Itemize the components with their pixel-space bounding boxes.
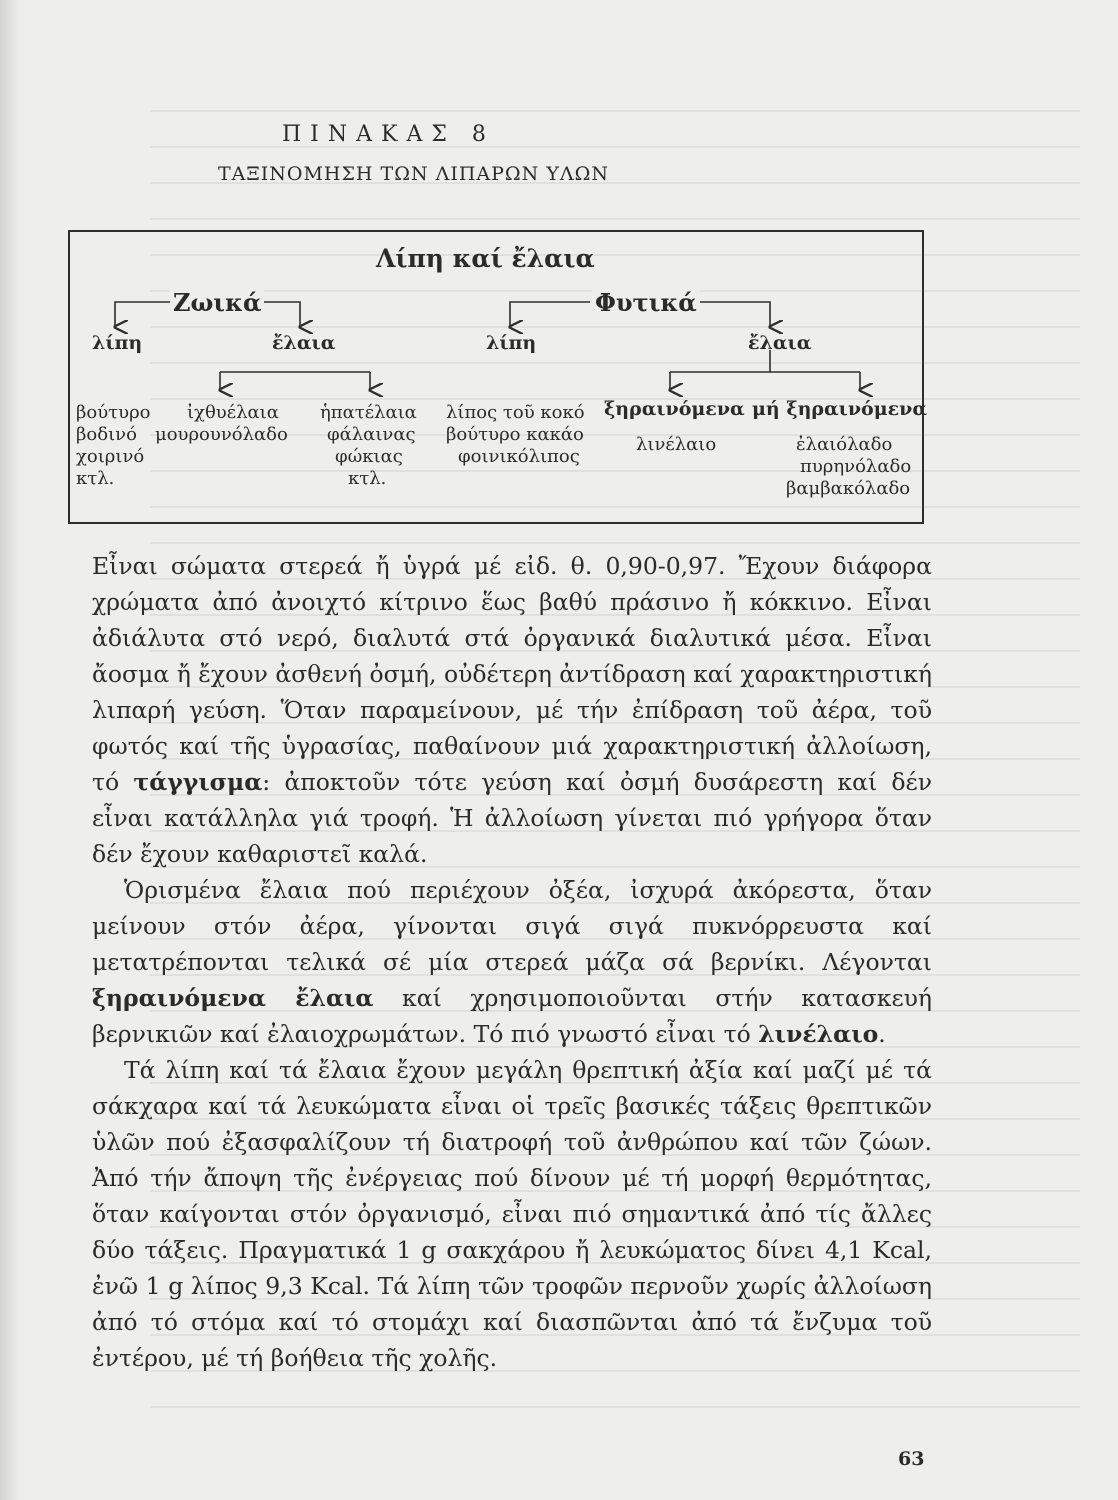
liver-oil-item: κτλ.	[348, 468, 387, 489]
text-run: Ὁρισμένα ἔλαια πού περιέχουν ὀξέα, ἰσχυρά ἀκόρεστα, ὅταν μείνουν στόν ἀέρα, γίνονται σιγά σιγά πυκνόρρευστα καί μετατρέπονται τελικά σέ μία στερεά μάζα σά βερνίκι. Λέγονται	[92, 876, 932, 976]
line-plant-to-oils	[690, 302, 770, 327]
animal-fat-item: χοιρινό	[76, 446, 145, 467]
plant-oils-label: ἔλαια	[748, 332, 812, 354]
line-plant-to-fats	[510, 302, 590, 327]
animal-fat-item: βούτυρο	[76, 402, 151, 423]
line-animal-to-fats	[115, 302, 172, 327]
plant-fat-item: φοινικόλιπος	[458, 446, 580, 467]
plant-fat-item: βούτυρο κακάο	[446, 424, 584, 445]
text-run: .	[878, 1020, 886, 1048]
non-drying-oil-item: βαμβακόλαδο	[786, 478, 911, 499]
bold-term: λινέλαιο	[758, 1020, 879, 1048]
paragraph	[92, 1052, 932, 1376]
text-run: : ἀποκτοῦν τότε γεύση καί ὀσμή δυσάρεστη καί δέν εἶναι κατάλληλα γιά τροφή. Ἡ ἀλλοίωση γίνεται πιό γρήγορα ὅταν δέν ἔχουν καθαριστεῖ καλά.	[92, 768, 932, 868]
text-run: καί χρησιμοποιοῦνται στήν κατασκευή βερνικιῶν καί ἐλαιοχρωμάτων. Τό πιό γνωστό εἶναι τό	[92, 984, 932, 1048]
paragraph	[92, 872, 932, 1052]
plant-fats-label: λίπη	[486, 332, 537, 354]
paragraph	[92, 548, 932, 872]
non-drying-oils-label: μή ξηραινόμενα	[752, 398, 927, 420]
non-drying-oil-item: ἐλαιόλαδο	[796, 434, 893, 455]
liver-oil-item: φάλαινας	[327, 424, 416, 445]
table-subtitle: ΤΑΞΙΝΟΜΗΣΗ ΤΩΝ ΛΙΠΑΡΩΝ ΥΛΩΝ	[218, 163, 609, 185]
plant-fat-item: λίπος τοῦ κοκό	[446, 402, 585, 423]
animal-fats-label: λίπη	[92, 332, 143, 354]
diagram-root-label: Λίπη καί ἔλαια	[376, 244, 595, 273]
animal-fat-item: κτλ.	[76, 468, 115, 489]
non-drying-oil-item: πυρηνόλαδο	[800, 456, 912, 477]
classification-diagram	[68, 230, 927, 524]
fish-oils-label: ἰχθυέλαια	[187, 402, 279, 423]
animal-group-label: Ζωικά	[170, 288, 264, 317]
bold-term: ξηραινόμενα ἔλαια	[92, 984, 374, 1012]
liver-oils-label: ἡπατέλαια	[320, 402, 417, 423]
drying-oil-item: λινέλαιο	[636, 434, 717, 455]
animal-fat-item: βοδινό	[76, 424, 137, 445]
body-text	[92, 548, 932, 1376]
plant-group-label: Φυτικά	[592, 288, 700, 317]
liver-oil-item: φώκιας	[335, 446, 403, 467]
text-run: Τά λίπη καί τά ἔλαια ἔχουν μεγάλη θρεπτική ἀξία καί μαζί μέ τά σάκχαρα καί τά λευκώματα εἶναι οἱ τρεῖς βασικές τάξεις θρεπτικῶν ὑλῶν πού ἐξασφαλίζουν τή διατροφή τοῦ ἀνθρώπου καί τῶν ζώων. Ἀπό τήν ἄποψη τῆς ἐνέργειας πού δίνουν μέ τή μορφή θερμότητας, ὅταν καίγονται στόν ὀργανισμό, εἶναι πιό σημαντικά ἀπό τίς ἄλλες δύο τάξεις. Πραγματικά 1 g σακχάρου ἤ λευκώματος δίνει 4,1 Kcal, ἐνῶ 1 g λίπος 9,3 Kcal. Τά λίπη τῶν τροφῶν περνοῦν χωρίς ἀλλοίωση ἀπό τό στόμα καί τό στομάχι καί διασπῶνται ἀπό τά ἔνζυμα τοῦ ἐντέρου, μέ τή βοήθεια τῆς χολῆς.	[92, 1056, 932, 1372]
drying-oils-label: ξηραινόμενα	[604, 398, 745, 420]
table-title: ΠΙΝΑΚΑΣ 8	[282, 122, 495, 147]
bold-term: τάγγισμα	[133, 768, 263, 796]
fish-oil-item: μουρουνόλαδο	[155, 424, 288, 445]
animal-oils-label: ἔλαια	[272, 332, 336, 354]
page-number: 63	[898, 1448, 925, 1470]
page-edge-shadow	[0, 0, 20, 1500]
text-run: Εἶναι σώματα στερεά ἤ ὑγρά μέ εἰδ. θ. 0,90-0,97. Ἔχουν διάφορα χρώματα ἀπό ἀνοιχτό κίτρινο ἕως βαθύ πράσινο ἤ κόκκινο. Εἶναι ἀδιάλυτα στό νερό, διαλυτά στά ὀργανικά διαλυτικά μέσα. Εἶναι ἄοσμα ἤ ἔχουν ἀσθενή ὀσμή, οὐδέτερη ἀντίδραση καί χαρακτηριστική λιπαρή γεύση. Ὅταν παραμείνουν, μέ τήν ἐπίδραση τοῦ ἀέρα, τοῦ φωτός καί τῆς ὑγρασίας, παθαίνουν μιά χαρακτηριστική ἀλλοίωση, τό	[92, 552, 932, 796]
